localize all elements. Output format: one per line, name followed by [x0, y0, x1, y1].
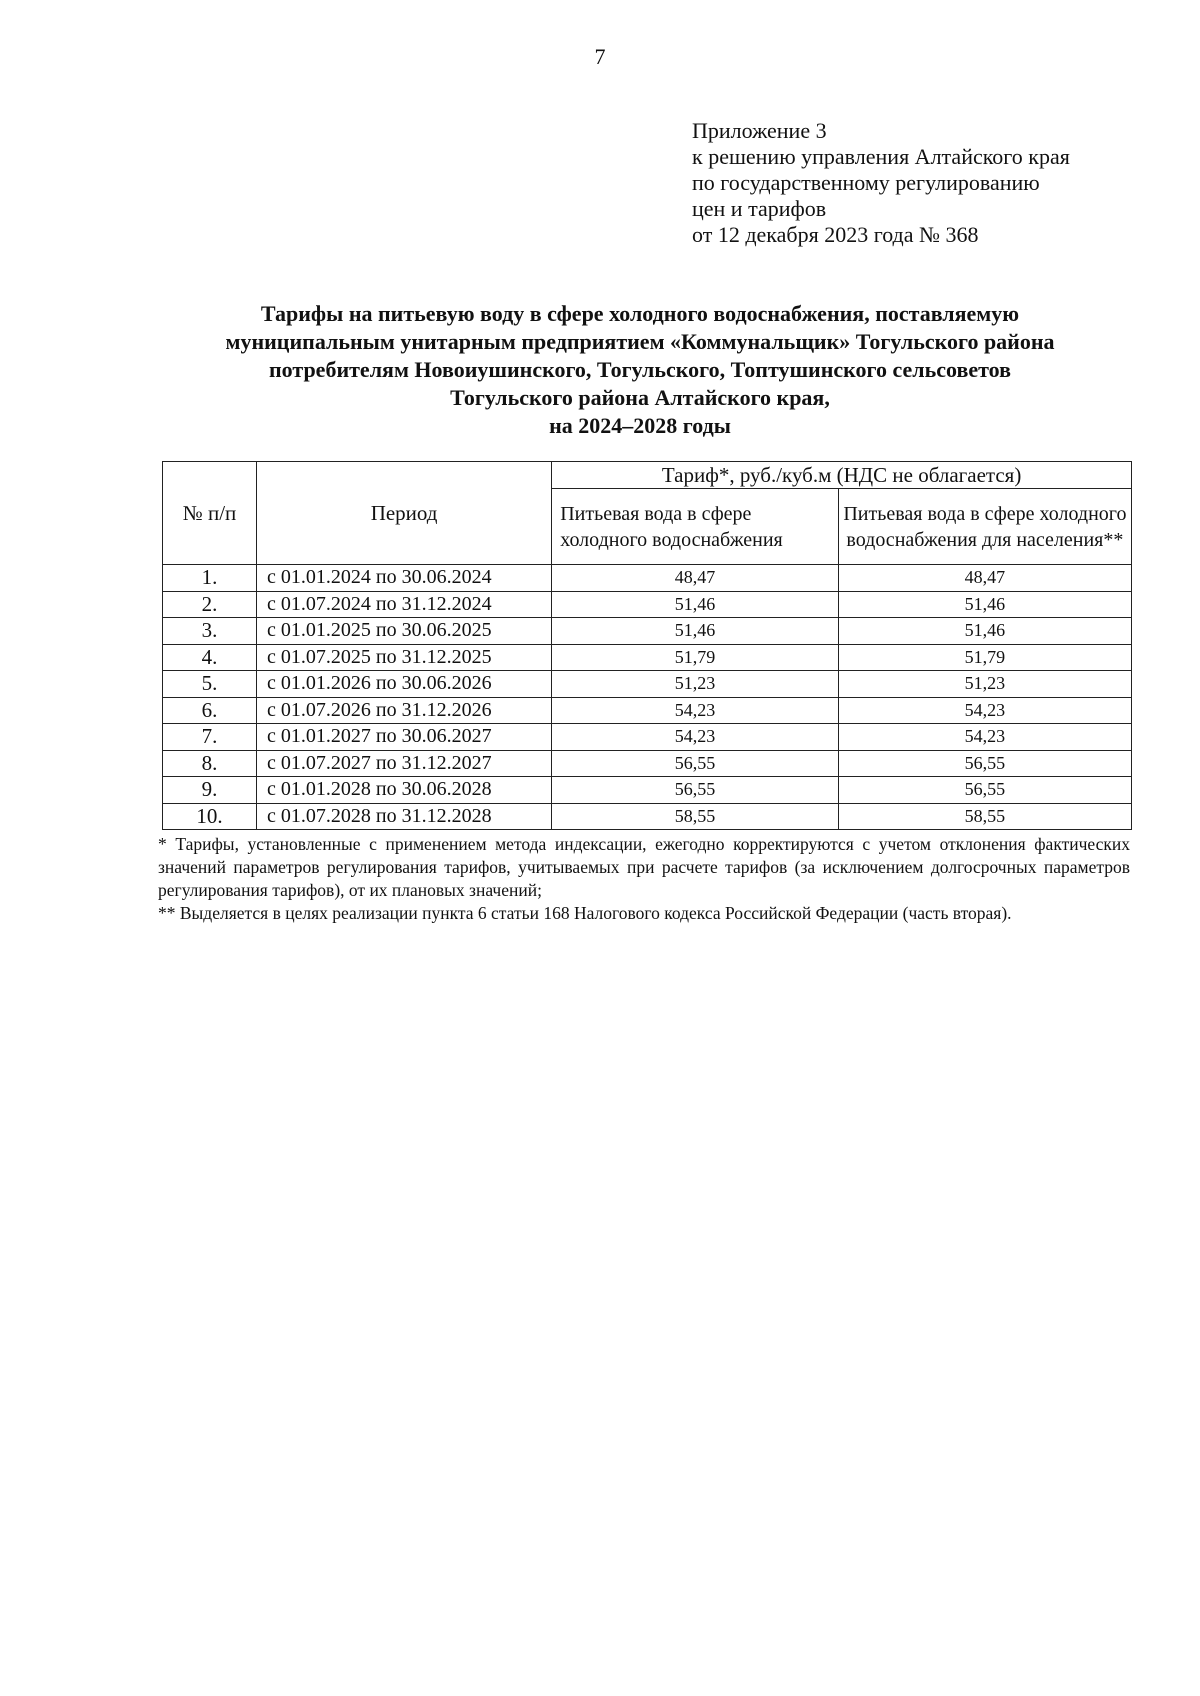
table-row — [163, 565, 1132, 592]
row-period: с 01.07.2024 по 31.12.2024 — [257, 591, 552, 618]
row-period: с 01.01.2024 по 30.06.2024 — [257, 565, 552, 592]
table-row — [163, 724, 1132, 751]
title-line: на 2024–2028 годы — [549, 413, 731, 438]
row-num: 6. — [163, 697, 257, 724]
title-line: Тогульского района Алтайского края, — [450, 385, 830, 410]
row-value-b: 51,46 — [838, 618, 1131, 645]
footnote: * Тарифы, установленные с применением метода индексации, ежегодно корректируются с учетом отклонения фактических значений параметров регулирования тарифов, учитываемых при расчете тарифов (за исключением долгосрочных параметров регулирования тарифов), от их плановых значений; — [158, 834, 1130, 900]
row-period: с 01.07.2028 по 31.12.2028 — [257, 803, 552, 830]
title-line: муниципальным унитарным предприятием «Коммунальщик» Тогульского района — [225, 329, 1055, 354]
tariff-table — [162, 461, 1132, 830]
page-number: 7 — [594, 44, 606, 69]
row-value-a: 58,55 — [552, 803, 839, 830]
row-value-a: 54,23 — [552, 697, 839, 724]
row-value-a: 51,23 — [552, 671, 839, 698]
row-value-a: 51,79 — [552, 644, 839, 671]
appendix-line: по государственному регулированию — [692, 170, 1040, 195]
row-period: с 01.01.2027 по 30.06.2027 — [257, 724, 552, 751]
table-row — [163, 591, 1132, 618]
appendix-block — [692, 118, 1162, 248]
table-row — [163, 618, 1132, 645]
row-period: с 01.07.2025 по 31.12.2025 — [257, 644, 552, 671]
row-num: 3. — [163, 618, 257, 645]
row-period: с 01.07.2026 по 31.12.2026 — [257, 697, 552, 724]
row-num: 9. — [163, 777, 257, 804]
footnotes — [158, 833, 1130, 925]
row-value-b: 48,47 — [838, 565, 1131, 592]
header-tariff: Тариф*, руб./куб.м (НДС не облагается) — [552, 462, 1132, 489]
header-period: Период — [257, 462, 552, 565]
title-line: потребителям Новоиушинского, Тогульского, Топтушинского сельсоветов — [268, 357, 1011, 382]
row-num: 7. — [163, 724, 257, 751]
header-col-b: Питьевая вода в сфере холодного водоснабжения для населения** — [838, 489, 1131, 565]
row-value-a: 51,46 — [552, 618, 839, 645]
row-num: 10. — [163, 803, 257, 830]
footnote: ** Выделяется в целях реализации пункта 6 статьи 168 Налогового кодекса Российской Федерации (часть вторая). — [158, 903, 1012, 923]
appendix-line: цен и тарифов — [692, 196, 827, 221]
row-num: 5. — [163, 671, 257, 698]
row-period: с 01.01.2028 по 30.06.2028 — [257, 777, 552, 804]
row-value-b: 51,46 — [838, 591, 1131, 618]
row-value-a: 56,55 — [552, 777, 839, 804]
row-period: с 01.01.2026 по 30.06.2026 — [257, 671, 552, 698]
appendix-line: Приложение 3 — [692, 118, 827, 143]
title-line: Тарифы на питьевую воду в сфере холодного водоснабжения, поставляемую — [260, 301, 1020, 326]
row-value-b: 54,23 — [838, 724, 1131, 751]
row-num: 1. — [163, 565, 257, 592]
table-row — [163, 697, 1132, 724]
row-value-b: 54,23 — [838, 697, 1131, 724]
row-value-a: 48,47 — [552, 565, 839, 592]
table-row — [163, 750, 1132, 777]
row-period: с 01.07.2027 по 31.12.2027 — [257, 750, 552, 777]
row-value-a: 51,46 — [552, 591, 839, 618]
row-value-b: 51,23 — [838, 671, 1131, 698]
row-value-b: 58,55 — [838, 803, 1131, 830]
row-value-b: 51,79 — [838, 644, 1131, 671]
row-value-b: 56,55 — [838, 777, 1131, 804]
row-value-a: 54,23 — [552, 724, 839, 751]
row-num: 2. — [163, 591, 257, 618]
table-row — [163, 777, 1132, 804]
table-row — [163, 644, 1132, 671]
table-row — [163, 803, 1132, 830]
header-col-a: Питьевая вода в сфере холодного водоснабжения — [552, 489, 839, 565]
document-title — [160, 300, 1120, 440]
row-num: 4. — [163, 644, 257, 671]
appendix-line: от 12 декабря 2023 года № 368 — [692, 222, 979, 247]
row-num: 8. — [163, 750, 257, 777]
appendix-line: к решению управления Алтайского края — [692, 144, 1070, 169]
row-period: с 01.01.2025 по 30.06.2025 — [257, 618, 552, 645]
row-value-b: 56,55 — [838, 750, 1131, 777]
table-row — [163, 671, 1132, 698]
row-value-a: 56,55 — [552, 750, 839, 777]
header-num: № п/п — [163, 462, 257, 565]
